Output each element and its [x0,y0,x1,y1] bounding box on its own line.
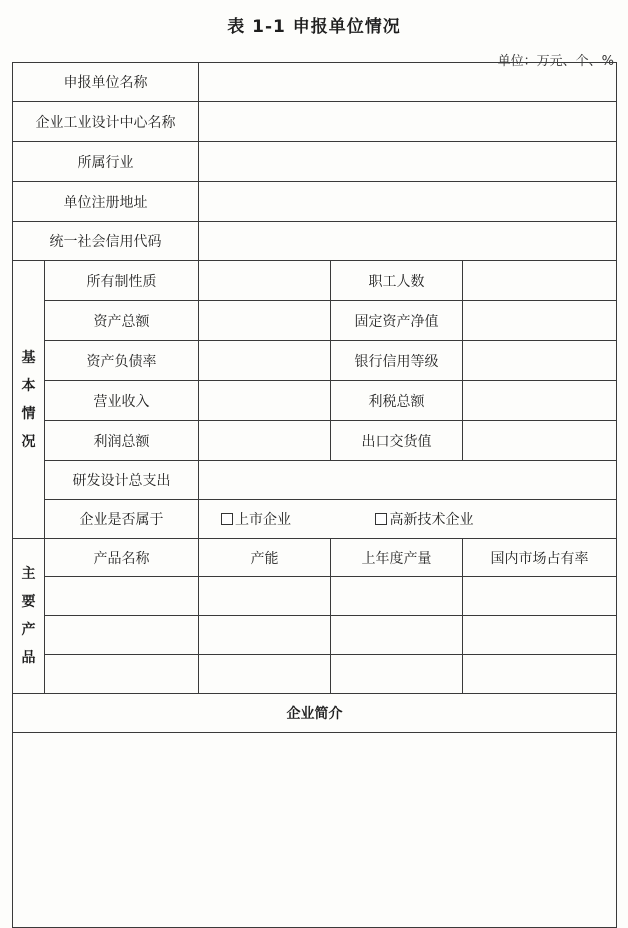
total-profit-tax-field[interactable] [463,381,617,421]
market-share-cell[interactable] [463,655,617,694]
capacity-cell[interactable] [199,655,331,694]
total-assets-field[interactable] [199,301,331,341]
table-row [13,655,617,694]
high-tech-label: 高新技术企业 [389,512,474,528]
registered-address-field[interactable] [199,182,617,222]
enterprise-type-label: 企业是否属于 [45,500,199,539]
bank-credit-rating-field[interactable] [463,341,617,381]
product-name-header: 产品名称 [45,539,199,577]
net-fixed-assets-label: 固定资产净值 [331,301,463,341]
table-row [13,577,617,616]
debt-ratio-label: 资产负债率 [45,341,199,381]
unit-note: 单位：万元、个、% [497,54,614,69]
operating-revenue-label: 营业收入 [45,381,199,421]
registered-address-label: 单位注册地址 [13,182,199,222]
listed-company-checkbox[interactable] [221,509,291,529]
export-value-label: 出口交货值 [331,421,463,461]
industry-field[interactable] [199,142,617,182]
total-assets-label: 资产总额 [45,301,199,341]
net-fixed-assets-field[interactable] [463,301,617,341]
total-profit-label: 利润总额 [45,421,199,461]
last-year-output-cell[interactable] [331,577,463,616]
industry-label: 所属行业 [13,142,199,182]
last-year-output-cell[interactable] [331,655,463,694]
ownership-field[interactable] [199,261,331,301]
domestic-market-share-header: 国内市场占有率 [463,539,617,577]
basic-info-section-label: 基 本 情 况 [13,261,45,539]
market-share-cell[interactable] [463,616,617,655]
last-year-output-cell[interactable] [331,616,463,655]
application-form-table [12,62,617,928]
last-year-output-header: 上年度产量 [331,539,463,577]
capacity-cell[interactable] [199,616,331,655]
checkbox-icon [375,513,387,525]
total-profit-tax-label: 利税总额 [331,381,463,421]
applicant-name-label: 申报单位名称 [13,63,199,102]
table-row [13,616,617,655]
export-value-field[interactable] [463,421,617,461]
main-products-section-label: 主 要 产 品 [13,539,45,694]
rd-design-expense-field[interactable] [199,461,617,500]
enterprise-type-options [199,500,617,539]
capacity-cell[interactable] [199,577,331,616]
operating-revenue-field[interactable] [199,381,331,421]
ownership-label: 所有制性质 [45,261,199,301]
company-intro-heading: 企业简介 [13,694,617,733]
product-name-cell[interactable] [45,616,199,655]
applicant-name-field[interactable] [199,63,617,102]
total-profit-field[interactable] [199,421,331,461]
company-intro-field[interactable] [13,733,617,928]
bank-credit-rating-label: 银行信用等级 [331,341,463,381]
capacity-header: 产能 [199,539,331,577]
rd-design-expense-label: 研发设计总支出 [45,461,199,500]
table-title: 表 1-1 申报单位情况 [227,17,401,37]
credit-code-label: 统一社会信用代码 [13,222,199,261]
product-name-cell[interactable] [45,655,199,694]
listed-company-label: 上市企业 [235,512,291,528]
checkbox-icon [221,513,233,525]
high-tech-checkbox[interactable] [375,509,473,529]
debt-ratio-field[interactable] [199,341,331,381]
employees-field[interactable] [463,261,617,301]
design-center-name-field[interactable] [199,102,617,142]
product-name-cell[interactable] [45,577,199,616]
credit-code-field[interactable] [199,222,617,261]
design-center-name-label: 企业工业设计中心名称 [13,102,199,142]
employees-label: 职工人数 [331,261,463,301]
market-share-cell[interactable] [463,577,617,616]
